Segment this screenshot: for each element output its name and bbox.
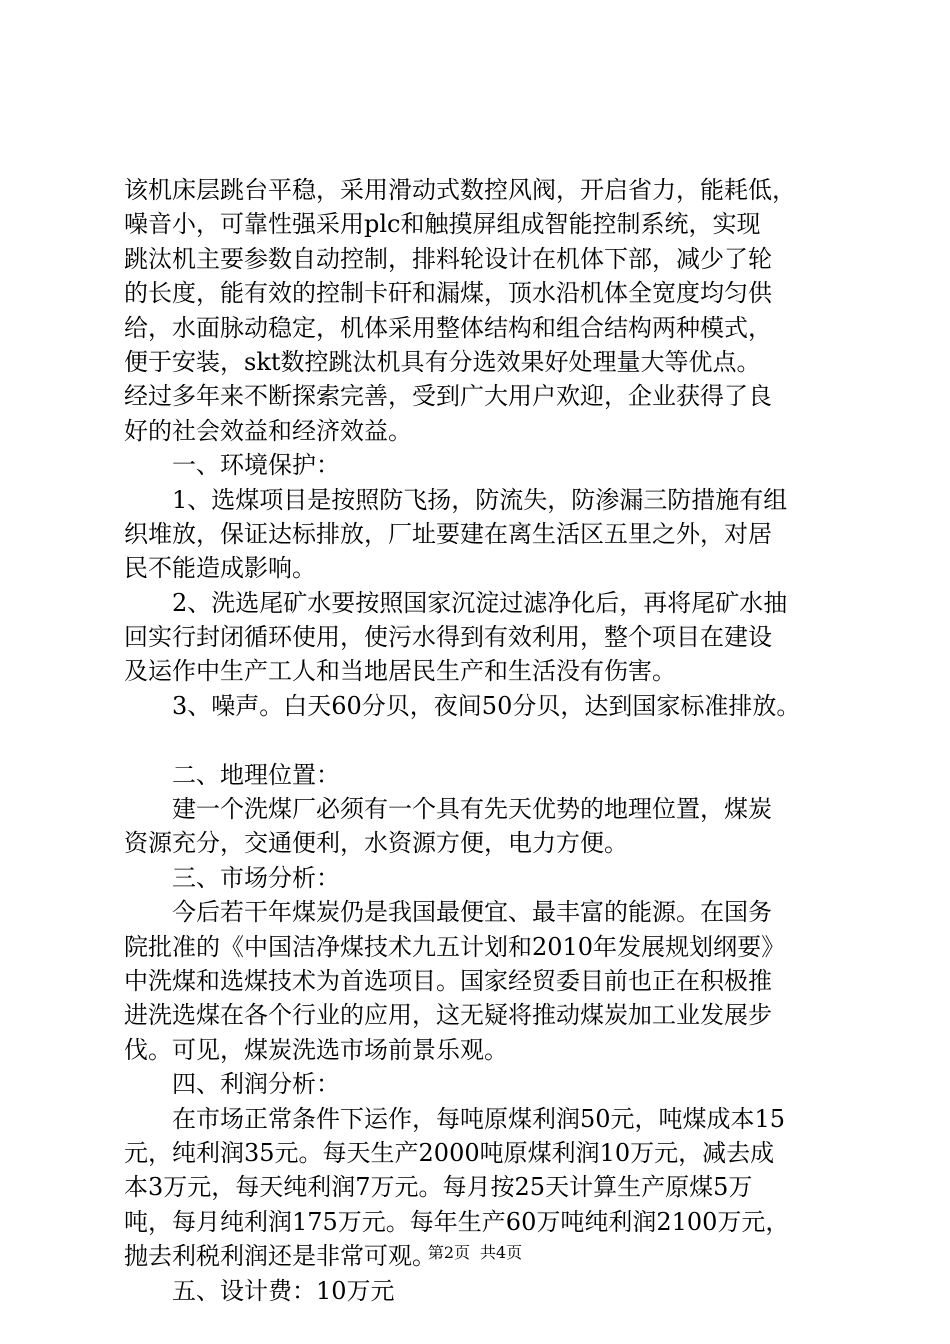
section-heading: 二、地理位置：	[124, 760, 340, 789]
text-line: 中洗煤和选煤技术为首选项目。国家经贸委目前也正在积极推	[124, 966, 772, 995]
text-line: 元，纯利润35元。每天生产2000吨原煤利润10万元，减去成	[124, 1138, 775, 1167]
page-footer	[0, 1243, 950, 1263]
text-line: 伐。可见，煤炭洗选市场前景乐观。	[124, 1035, 508, 1064]
section-heading: 一、环境保护：	[124, 451, 340, 480]
text-line: 1、选煤项目是按照防飞扬，防流失，防渗漏三防措施有组	[124, 485, 788, 514]
document-body	[124, 173, 846, 1308]
text-line: 院批准的《中国洁净煤技术九五计划和2010年发展规划纲要》	[124, 932, 786, 961]
blank-line	[124, 723, 846, 757]
text-line: 经过多年来不断探索完善，受到广大用户欢迎，企业获得了良	[124, 382, 772, 411]
text-line: 在市场正常条件下运作，每吨原煤利润50元，吨煤成本15	[124, 1104, 786, 1133]
text-line: 的长度，能有效的控制卡矸和漏煤，顶水沿机体全宽度均匀供	[124, 279, 772, 308]
text-line: 3、噪声。白天60分贝，夜间50分贝，达到国家标准排放。	[124, 691, 801, 720]
text-line: 本3万元，每天纯利润7万元。每月按25天计算生产原煤5万	[124, 1173, 753, 1202]
text-line: 及运作中生产工人和当地居民生产和生活没有伤害。	[124, 657, 676, 686]
text-line: 抛去利税利润还是非常可观。	[124, 1242, 436, 1271]
text-line: 进洗选煤在各个行业的应用，这无疑将推动煤炭加工业发展步	[124, 1001, 772, 1030]
section-heading: 三、市场分析：	[124, 863, 340, 892]
section-heading: 四、利润分析：	[124, 1070, 340, 1099]
page-total: 共4页	[480, 1243, 523, 1262]
section-heading: 五、设计费：10万元	[124, 1276, 395, 1305]
text-line: 建一个洗煤厂必须有一个具有先天优势的地理位置，煤炭	[124, 795, 772, 824]
text-line: 给，水面脉动稳定，机体采用整体结构和组合结构两种模式，	[124, 313, 772, 342]
text-line: 回实行封闭循环使用，使污水得到有效利用，整个项目在建设	[124, 623, 772, 652]
text-line: 民不能造成影响。	[124, 554, 316, 583]
text-line: 织堆放，保证达标排放，厂址要建在离生活区五里之外，对居	[124, 519, 772, 548]
text-line: 2、洗选尾矿水要按照国家沉淀过滤净化后，再将尾矿水抽	[124, 588, 788, 617]
text-line: 资源充分，交通便利，水资源方便，电力方便。	[124, 829, 628, 858]
text-line: 跳汰机主要参数自动控制，排料轮设计在机体下部，减少了轮	[124, 244, 772, 273]
text-line: 今后若干年煤炭仍是我国最便宜、最丰富的能源。在国务	[124, 898, 772, 927]
text-line: 好的社会效益和经济效益。	[124, 416, 412, 445]
text-line: 便于安装，skt数控跳汰机具有分选效果好处理量大等优点。	[124, 347, 761, 376]
text-line: 吨，每月纯利润175万元。每年生产60万吨纯利润2100万元，	[124, 1207, 790, 1236]
page-number: 第2页	[427, 1243, 470, 1262]
text-line: 噪音小，可靠性强采用plc和触摸屏组成智能控制系统，实现	[124, 210, 761, 239]
text-line: 该机床层跳台平稳，采用滑动式数控风阀，开启省力，能耗低，	[124, 176, 796, 204]
